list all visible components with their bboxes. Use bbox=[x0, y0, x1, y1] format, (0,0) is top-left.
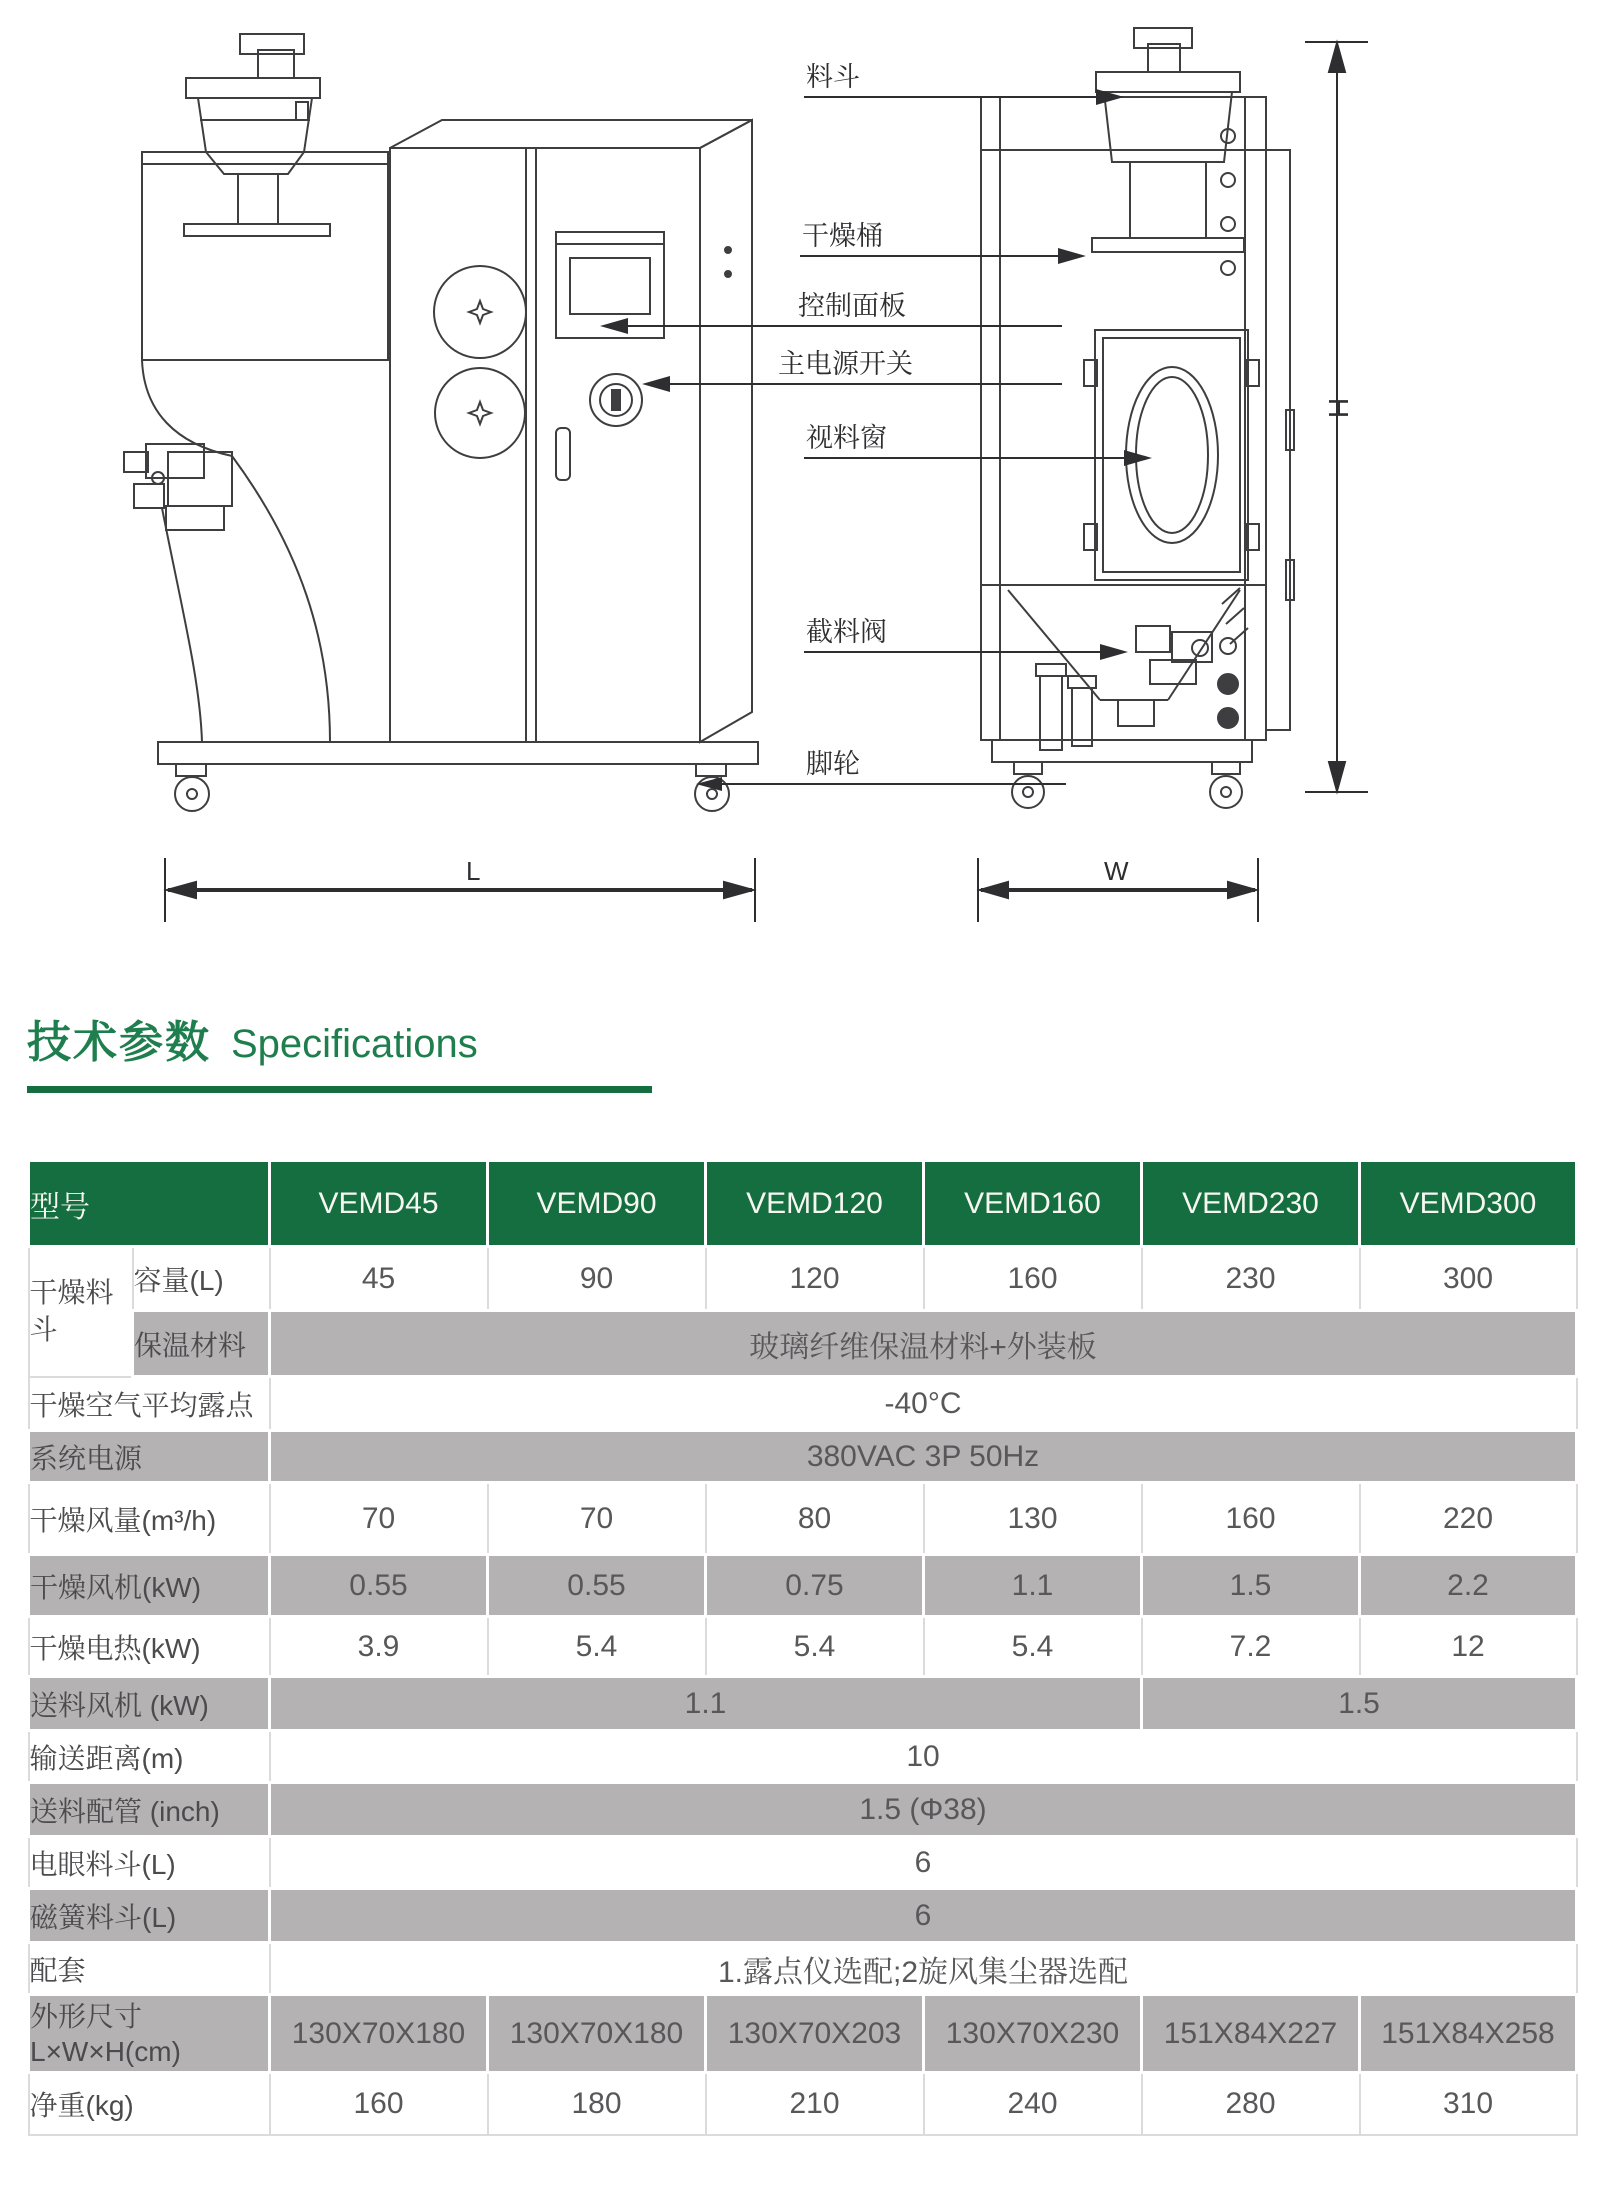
cell-capacity-3: 160 bbox=[924, 1247, 1142, 1311]
cell-insulation-label: 保温材料 bbox=[133, 1311, 270, 1377]
cell-air-volume-3: 130 bbox=[924, 1483, 1142, 1555]
row-air-volume bbox=[29, 1483, 1577, 1555]
row-photosensor-hopper bbox=[29, 1837, 1577, 1889]
callout-sight-glass-label: 视料窗 bbox=[806, 423, 887, 453]
cell-capacity-1: 90 bbox=[488, 1247, 706, 1311]
cell-net-weight-3: 240 bbox=[924, 2073, 1142, 2135]
callout-control-panel bbox=[600, 291, 1062, 334]
section-title-underline bbox=[27, 1086, 652, 1093]
cell-dimensions-3: 130X70X230 bbox=[924, 1995, 1142, 2073]
cell-dimensions-5: 151X84X258 bbox=[1360, 1995, 1577, 2073]
row-conveying-blower bbox=[29, 1677, 1577, 1731]
cell-drying-blower-1: 0.55 bbox=[488, 1555, 706, 1617]
cell-capacity-4: 230 bbox=[1142, 1247, 1360, 1311]
cell-power-supply-label: 系统电源 bbox=[29, 1431, 270, 1483]
row-drying-blower bbox=[29, 1555, 1577, 1617]
cell-dimensions-2: 130X70X203 bbox=[706, 1995, 924, 2073]
cell-heater-4: 7.2 bbox=[1142, 1617, 1360, 1677]
cell-heater-3: 5.4 bbox=[924, 1617, 1142, 1677]
cell-accessories-value: 1.露点仪选配;2旋风集尘器选配 bbox=[270, 1943, 1577, 1995]
row-power-supply bbox=[29, 1431, 1577, 1483]
header-vemd160: VEMD160 bbox=[924, 1161, 1142, 1247]
cell-distance-value: 10 bbox=[270, 1731, 1577, 1783]
row-dimensions bbox=[29, 1995, 1577, 2073]
dimension-height bbox=[1305, 42, 1368, 792]
cell-power-supply-value: 380VAC 3P 50Hz bbox=[270, 1431, 1577, 1483]
cell-dimensions-label bbox=[29, 1995, 270, 2073]
cell-photosensor-hopper-value: 6 bbox=[270, 1837, 1577, 1889]
row-distance bbox=[29, 1731, 1577, 1783]
cell-conveying-blower-label: 送料风机 (kW) bbox=[29, 1677, 270, 1731]
cell-accessories-label: 配套 bbox=[29, 1943, 270, 1995]
cell-air-volume-2: 80 bbox=[706, 1483, 924, 1555]
cell-conveying-blower-left: 1.1 bbox=[270, 1677, 1142, 1731]
header-model-label: 型号 bbox=[29, 1161, 270, 1247]
cell-drying-blower-3: 1.1 bbox=[924, 1555, 1142, 1617]
dimension-length-label: L bbox=[466, 856, 481, 886]
cell-capacity-label: 容量(L) bbox=[133, 1247, 270, 1311]
row-capacity bbox=[29, 1247, 1577, 1311]
callouts bbox=[600, 62, 1152, 791]
callout-control-panel-label: 控制面板 bbox=[798, 291, 906, 321]
cell-capacity-5: 300 bbox=[1360, 1247, 1577, 1311]
cell-net-weight-1: 180 bbox=[488, 2073, 706, 2135]
cell-distance-label: 输送距离(m) bbox=[29, 1731, 270, 1783]
cell-drying-blower-5: 2.2 bbox=[1360, 1555, 1577, 1617]
callout-drying-barrel-label: 干燥桶 bbox=[802, 221, 883, 251]
row-accessories bbox=[29, 1943, 1577, 1995]
cell-net-weight-label: 净重(kg) bbox=[29, 2073, 270, 2135]
cell-net-weight-0: 160 bbox=[270, 2073, 488, 2135]
callout-hopper bbox=[804, 62, 1124, 105]
cell-hopper-group: 干燥料斗 bbox=[29, 1247, 133, 1377]
cell-air-volume-5: 220 bbox=[1360, 1483, 1577, 1555]
cell-drying-blower-label: 干燥风机(kW) bbox=[29, 1555, 270, 1617]
dimensions-label-line2: L×W×H(cm) bbox=[30, 2035, 181, 2067]
cell-drying-blower-4: 1.5 bbox=[1142, 1555, 1360, 1617]
specifications-table bbox=[27, 1159, 1578, 2136]
dimension-lines bbox=[165, 42, 1368, 922]
cell-reed-hopper-label: 磁簧料斗(L) bbox=[29, 1889, 270, 1943]
cell-dimensions-0: 130X70X180 bbox=[270, 1995, 488, 2073]
cell-air-volume-label: 干燥风量(m³/h) bbox=[29, 1483, 270, 1555]
callout-cutoff-valve-label: 截料阀 bbox=[806, 617, 887, 647]
cell-heater-2: 5.4 bbox=[706, 1617, 924, 1677]
specifications-section-header bbox=[27, 1006, 1600, 1093]
cell-air-volume-1: 70 bbox=[488, 1483, 706, 1555]
cell-drying-blower-2: 0.75 bbox=[706, 1555, 924, 1617]
header-vemd300: VEMD300 bbox=[1360, 1161, 1577, 1247]
row-heater bbox=[29, 1617, 1577, 1677]
dimension-length bbox=[165, 856, 755, 922]
cell-air-volume-4: 160 bbox=[1142, 1483, 1360, 1555]
cell-capacity-2: 120 bbox=[706, 1247, 924, 1311]
cell-photosensor-hopper-label: 电眼料斗(L) bbox=[29, 1837, 270, 1889]
machine-technical-drawing bbox=[0, 0, 1600, 960]
header-vemd120: VEMD120 bbox=[706, 1161, 924, 1247]
cell-net-weight-5: 310 bbox=[1360, 2073, 1577, 2135]
row-dew-point bbox=[29, 1377, 1577, 1431]
cell-insulation-value: 玻璃纤维保温材料+外装板 bbox=[270, 1311, 1577, 1377]
cell-air-volume-0: 70 bbox=[270, 1483, 488, 1555]
row-reed-hopper bbox=[29, 1889, 1577, 1943]
header-vemd230: VEMD230 bbox=[1142, 1161, 1360, 1247]
dimension-height-label: H bbox=[1323, 397, 1354, 419]
cell-conveying-blower-right: 1.5 bbox=[1142, 1677, 1577, 1731]
section-title-en: Specifications bbox=[231, 1022, 478, 1066]
callout-sight-glass bbox=[804, 423, 1152, 466]
row-piping bbox=[29, 1783, 1577, 1837]
dryer-side-view bbox=[124, 34, 758, 811]
cell-net-weight-2: 210 bbox=[706, 2073, 924, 2135]
cell-heater-label: 干燥电热(kW) bbox=[29, 1617, 270, 1677]
row-insulation bbox=[29, 1311, 1577, 1377]
section-title-zh: 技术参数 bbox=[27, 1018, 211, 1067]
cell-heater-5: 12 bbox=[1360, 1617, 1577, 1677]
cell-piping-value: 1.5 (Φ38) bbox=[270, 1783, 1577, 1837]
callout-cutoff-valve bbox=[804, 617, 1128, 660]
cell-piping-label: 送料配管 (inch) bbox=[29, 1783, 270, 1837]
callout-drying-barrel bbox=[800, 221, 1086, 264]
cell-dew-point-label: 干燥空气平均露点 bbox=[29, 1377, 270, 1431]
dimension-width-label: W bbox=[1104, 856, 1129, 886]
cell-heater-0: 3.9 bbox=[270, 1617, 488, 1677]
header-vemd90: VEMD90 bbox=[488, 1161, 706, 1247]
cell-dew-point-value: -40°C bbox=[270, 1377, 1577, 1431]
callout-caster-label: 脚轮 bbox=[806, 749, 860, 779]
callout-hopper-label: 料斗 bbox=[806, 62, 860, 92]
cell-dimensions-1: 130X70X180 bbox=[488, 1995, 706, 2073]
cell-reed-hopper-value: 6 bbox=[270, 1889, 1577, 1943]
cell-dimensions-4: 151X84X227 bbox=[1142, 1995, 1360, 2073]
dryer-rear-view bbox=[981, 28, 1294, 808]
table-header-row bbox=[29, 1161, 1577, 1247]
dimension-width bbox=[978, 856, 1258, 922]
callout-main-power-switch-label: 主电源开关 bbox=[778, 349, 913, 379]
row-net-weight bbox=[29, 2073, 1577, 2135]
dimensions-label-line1: 外形尺寸 bbox=[30, 2000, 143, 2032]
header-vemd45: VEMD45 bbox=[270, 1161, 488, 1247]
cell-capacity-0: 45 bbox=[270, 1247, 488, 1311]
callout-caster bbox=[696, 749, 1066, 791]
cell-drying-blower-0: 0.55 bbox=[270, 1555, 488, 1617]
cell-net-weight-4: 280 bbox=[1142, 2073, 1360, 2135]
cell-heater-1: 5.4 bbox=[488, 1617, 706, 1677]
